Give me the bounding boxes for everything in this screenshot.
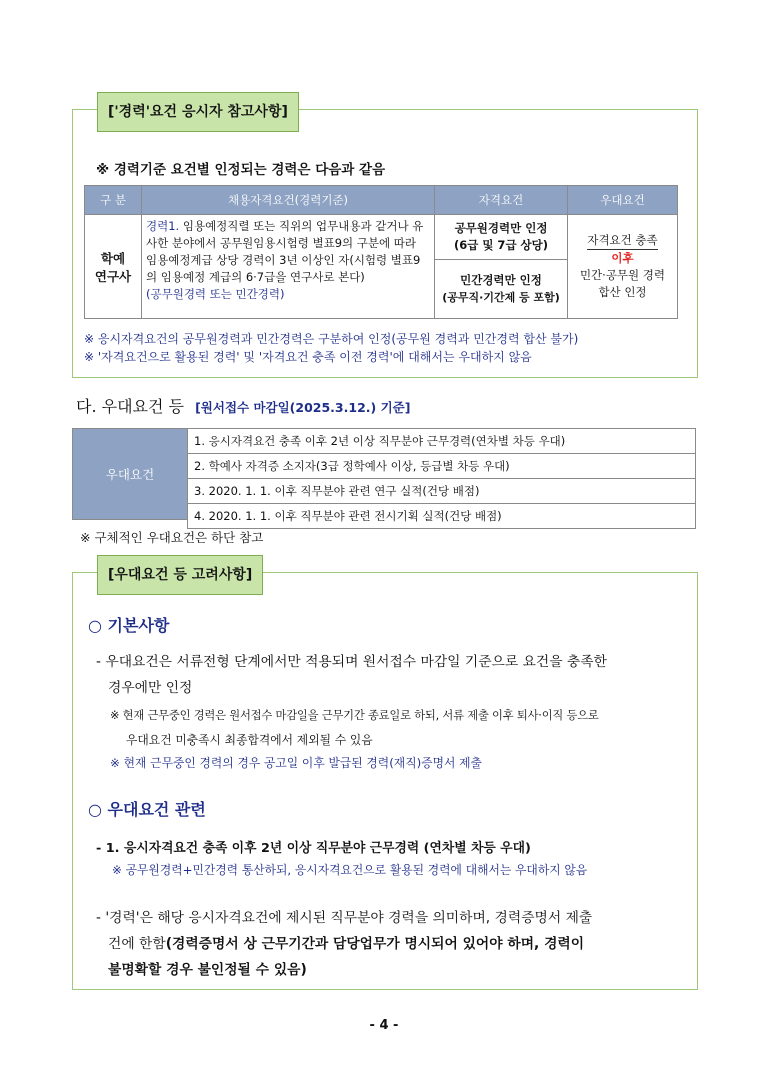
- basic-heading: ○ 기본사항: [88, 616, 170, 635]
- requirement-note: (공무원경력 또는 민간경력): [146, 287, 285, 301]
- page-number: - 4 -: [369, 1018, 399, 1033]
- section1-note1: ※ 응시자격요건의 공무원경력과 민간경력은 구분하여 인정(공무원 경력과 민간경력 합산 불가): [84, 332, 579, 346]
- basic-note1b: 우대요건 미충족시 최종합격에서 제외될 수 있음: [126, 733, 373, 747]
- section1-tag: ['경력'요건 응시자 참고사항]: [97, 92, 299, 132]
- section2-title: 다. 우대요건 등: [76, 397, 184, 416]
- qual-cell-private: [435, 260, 568, 319]
- pref-line2b: [108, 932, 584, 952]
- section2-title-row: [76, 394, 410, 417]
- requirement-cell: [142, 215, 435, 319]
- pref-line2: 이후: [611, 251, 634, 265]
- pref-heading: ○ 우대요건 관련: [88, 800, 206, 819]
- basic-line1: - 우대요건은 서류전형 단계에서만 적용되며 원서접수 마감일 기준으로 요건을 충족한: [96, 654, 607, 670]
- header-category: 구 분: [85, 186, 142, 215]
- requirement-text: 임용예정직렬 또는 직위의 업무내용과 같거나 유사한 분야에서 공무원임용시험령 별표9의 구분에 따라 임용예정계급 상당 경력이 3년 이상인 자(시험령 별표9의 임용예정 계급의 6·7급을 연구사로 본다): [146, 219, 424, 284]
- preference-item: 1. 응시자격요건 충족 이후 2년 이상 직무분야 근무경력(연차별 차등 우대): [188, 429, 696, 454]
- preference-table: [187, 428, 696, 529]
- pref-line1: 자격요건 충족: [587, 232, 657, 250]
- preference-label: 우대요건: [105, 467, 155, 482]
- header-qualification: 자격요건: [435, 186, 568, 215]
- qual-private-line2: (공무직·기간제 등 포함): [442, 291, 560, 304]
- pref-line3: 민간·공무원 경력: [579, 268, 666, 282]
- pref-line2b-bold: (경력증명서 상 근무기간과 담당업무가 명시되어 있어야 하며, 경력이: [165, 936, 585, 952]
- qual-public-line2: (6급 및 7급 상당): [453, 238, 549, 252]
- preference-item: 2. 학예사 자격증 소지자(3급 정학예사 이상, 등급별 차등 우대): [188, 454, 696, 479]
- basic-note1a: ※ 현재 근무중인 경력은 원서접수 마감일을 근무기간 종료일로 하되, 서류 제출 이후 퇴사·이직 등으로: [110, 709, 599, 722]
- qual-private-line1: 민간경력만 인정: [460, 273, 542, 287]
- qual-cell-public: [435, 215, 568, 260]
- pref-line2c: 불명확할 경우 불인정될 수 있음): [108, 962, 307, 978]
- preference-item: 4. 2020. 1. 1. 이후 직무분야 관련 전시기획 실적(건당 배점): [188, 504, 696, 529]
- section1-note2: ※ '자격요건으로 활용된 경력' 및 '자격요건 충족 이전 경력'에 대해서는 우대하지 않음: [84, 350, 532, 364]
- preference-label-cell: [72, 428, 188, 520]
- section3-tag: [우대요건 등 고려사항]: [97, 555, 263, 595]
- section2-footnote: ※ 구체적인 우대요건은 하단 참고: [80, 530, 264, 545]
- qual-public-line1: 공무원경력만 인정: [454, 221, 548, 235]
- pref-line1: - 1. 응시자격요건 충족 이후 2년 이상 직무분야 근무경력 (연차별 차등 우대): [96, 841, 531, 856]
- basic-note2: ※ 현재 근무중인 경력의 경우 공고일 이후 발급된 경력(재직)증명서 제출: [110, 756, 482, 770]
- pref-note1: ※ 공무원경력+민간경력 통산하되, 응시자격요건으로 활용된 경력에 대해서는 우대하지 않음: [112, 863, 588, 877]
- pref-cell: [568, 215, 678, 319]
- header-preference: 우대요건: [568, 186, 678, 215]
- career-table: [84, 185, 678, 319]
- pref-line4: 합산 인정: [598, 285, 647, 299]
- header-requirement: 채용자격요건(경력기준): [142, 186, 435, 215]
- pref-line2b-plain: 건에 한함: [108, 936, 166, 952]
- section1-heading: ※ 경력기준 요건별 인정되는 경력은 다음과 같음: [96, 162, 386, 178]
- basic-line2: 경우에만 인정: [108, 680, 193, 696]
- preference-item: 3. 2020. 1. 1. 이후 직무분야 관련 연구 실적(건당 배점): [188, 479, 696, 504]
- pref-line2a: - '경력'은 해당 응시자격요건에 제시된 직무분야 경력을 의미하며, 경력증명서 제출: [96, 910, 593, 926]
- section2-subtitle: [원서접수 마감일(2025.3.12.) 기준]: [195, 400, 411, 415]
- requirement-prefix: 경력1.: [146, 219, 180, 233]
- row-label: 학예 연구사: [85, 215, 142, 319]
